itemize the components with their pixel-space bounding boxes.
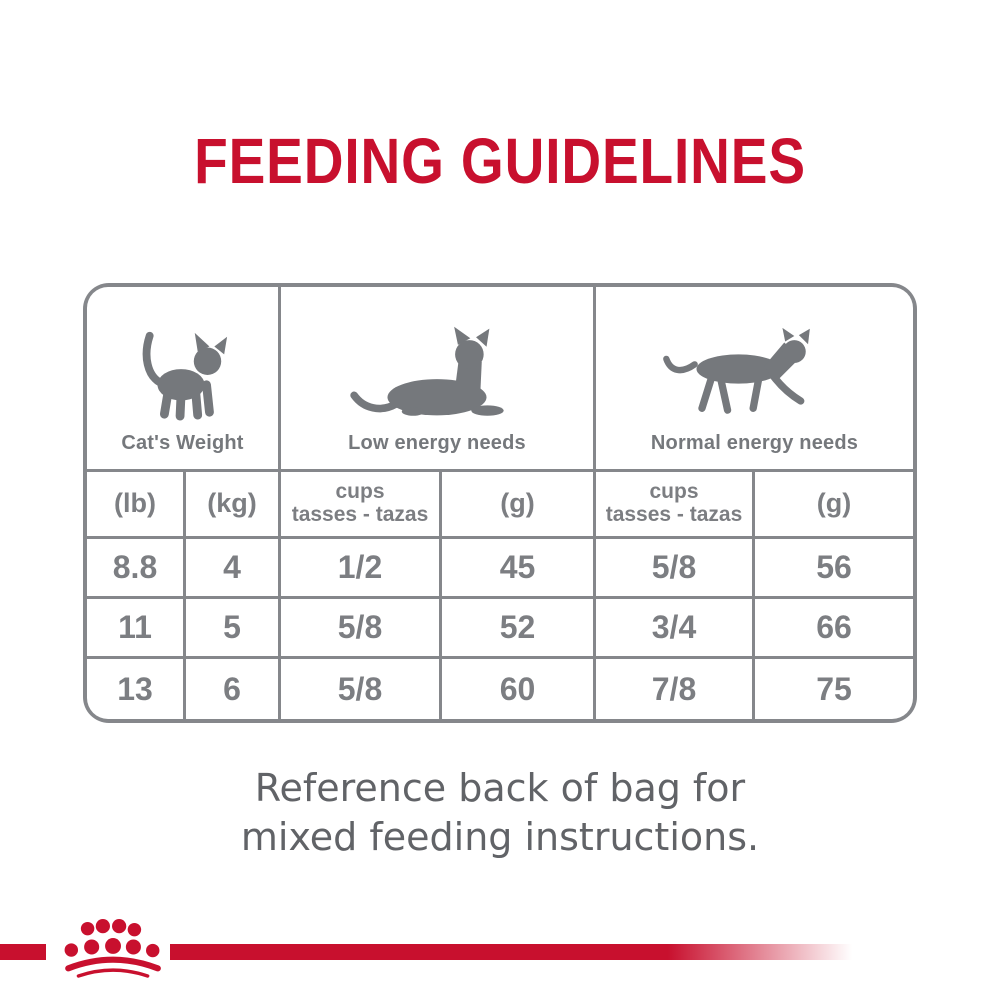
section-normal-energy bbox=[596, 287, 913, 469]
table-cell: 3/4 bbox=[596, 599, 752, 656]
table-cell: 45 bbox=[442, 539, 593, 596]
walking-cat-icon bbox=[656, 314, 854, 422]
table-cell: 13 bbox=[87, 659, 183, 719]
lying-cat-icon bbox=[343, 314, 531, 422]
column-header-lb: (lb) bbox=[87, 472, 183, 536]
table-cell: 4 bbox=[186, 539, 278, 596]
table-cell: 66 bbox=[755, 599, 913, 656]
table-cell: 75 bbox=[755, 659, 913, 719]
feeding-table bbox=[83, 283, 917, 723]
section-low-energy bbox=[281, 287, 593, 469]
brand-band-left bbox=[0, 944, 46, 960]
note-line-1: Reference back of bag for bbox=[254, 766, 746, 810]
table-cell: 5 bbox=[186, 599, 278, 656]
section-label: Normal energy needs bbox=[650, 432, 859, 454]
section-label: Cat's Weight bbox=[121, 432, 244, 454]
section-label: Low energy needs bbox=[348, 432, 526, 454]
table-cell: 5/8 bbox=[281, 599, 439, 656]
column-header-cups-normal: cups tasses - tazas bbox=[596, 472, 752, 536]
note-line-2: mixed feeding instructions. bbox=[240, 815, 760, 859]
brand-band-right bbox=[170, 944, 852, 960]
page-title: FEEDING GUIDELINES bbox=[194, 125, 806, 197]
table-cell: 60 bbox=[442, 659, 593, 719]
table-cell: 11 bbox=[87, 599, 183, 656]
mixed-feeding-note bbox=[0, 764, 1000, 862]
standing-cat-icon bbox=[127, 314, 239, 422]
column-header-grams-low: (g) bbox=[442, 472, 593, 536]
column-header-grams-normal: (g) bbox=[755, 472, 913, 536]
column-header-kg: (kg) bbox=[186, 472, 278, 536]
section-cats-weight bbox=[87, 287, 278, 469]
table-cell: 1/2 bbox=[281, 539, 439, 596]
table-cell: 52 bbox=[442, 599, 593, 656]
table-cell: 56 bbox=[755, 539, 913, 596]
table-cell: 7/8 bbox=[596, 659, 752, 719]
table-cell: 6 bbox=[186, 659, 278, 719]
table-cell: 8.8 bbox=[87, 539, 183, 596]
table-cell: 5/8 bbox=[281, 659, 439, 719]
royal-canin-crown-icon bbox=[54, 918, 168, 978]
column-header-cups-low: cups tasses - tazas bbox=[281, 472, 439, 536]
table-cell: 5/8 bbox=[596, 539, 752, 596]
